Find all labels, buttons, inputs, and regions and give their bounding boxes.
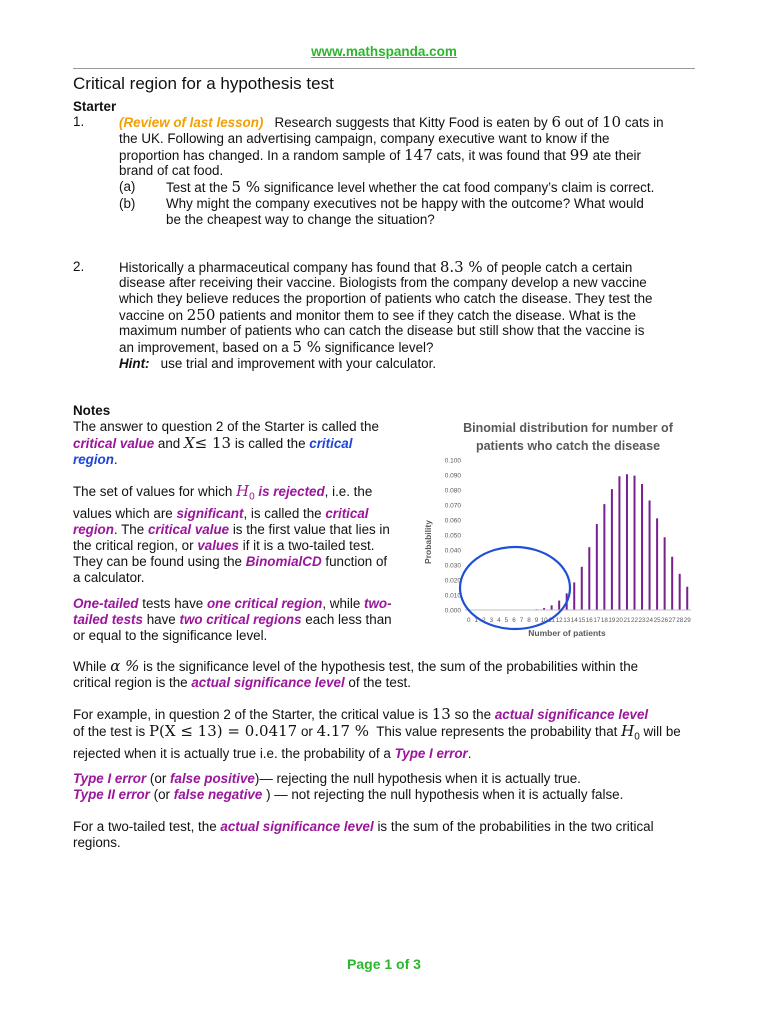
x-tick-label: 11	[548, 617, 555, 624]
p6-b: )— rejecting the null hypothesis when it is actually true.	[254, 771, 581, 786]
x-tick-label: 26	[661, 617, 669, 624]
review-label: (Review of last lesson)	[119, 115, 264, 130]
x-tick-label: 21	[623, 617, 631, 624]
p4-d: of the test.	[348, 675, 411, 690]
q2-number: 2.	[73, 259, 85, 274]
x-tick-label: 25	[653, 617, 661, 624]
chart-title-line-2: patients who catch the disease	[475, 439, 661, 453]
p1-l1: The answer to question 2 of the Starter is called the	[73, 419, 379, 434]
starter-heading: Starter	[73, 99, 117, 114]
p5-t1: Type I error	[394, 745, 468, 761]
q2-l1b: of people catch a certain	[486, 260, 633, 275]
q2-250: 250	[186, 306, 216, 324]
x-tick-label: 5	[504, 617, 509, 624]
q1-line-4: brand of cat food.	[119, 163, 224, 178]
p3-c: each less than	[305, 612, 392, 627]
q2-line-1	[119, 259, 699, 276]
p3-tailedtests: tailed tests	[73, 612, 143, 627]
q1-catsin: cats in	[624, 115, 664, 130]
p2-cv: critical value	[147, 521, 230, 537]
notes-p5	[73, 706, 713, 762]
p2-l4a: the critical region, or	[73, 537, 194, 553]
y-tick-label: 0.050	[444, 532, 461, 540]
q2-pct5: 5 %	[292, 338, 322, 356]
q1b-line-1: Why might the company executives not be happy with the outcome? What would	[166, 196, 644, 211]
y-tick-label: 0.030	[444, 562, 461, 570]
y-tick-label: 0.040	[444, 547, 461, 555]
q2-line-6	[119, 339, 699, 356]
p6-fp: false positive	[170, 771, 255, 786]
p1-called: is called the	[234, 436, 306, 451]
bar-15	[581, 567, 583, 610]
bar-26	[664, 537, 666, 610]
notes-p1	[73, 419, 418, 468]
p7-a: (or	[153, 787, 171, 802]
p2-l1a: The set of values for which	[73, 484, 233, 499]
y-tick-label: 0.070	[444, 502, 461, 510]
x-tick-label: 27	[668, 617, 676, 624]
q1b-line-2: be the cheapest way to change the situation?	[166, 212, 435, 227]
x-tick-label: 15	[578, 617, 586, 624]
page-number: Page 1 of 3	[347, 956, 421, 972]
x-tick-label: 24	[646, 617, 654, 624]
bar-12	[558, 601, 560, 610]
p2-bcd: BinomialCD	[245, 553, 322, 569]
p2-l5: They can be found using the	[73, 553, 242, 569]
bar-29	[686, 587, 688, 610]
p5-prob: P(X ≤ 13) = 0.0417	[148, 722, 298, 740]
p3-tcr: two critical regions	[179, 612, 302, 627]
q2-line-2: disease after receiving their vaccine. Biologists from the company develop a new vaccine	[119, 275, 647, 290]
q2-line-3: which they believe reduces the proportion of patients who catch the disease. They test the	[119, 291, 653, 306]
p3-a: tests have	[142, 596, 204, 611]
q2-hint	[119, 356, 699, 372]
q2-l6b: significance level?	[324, 340, 434, 355]
q2-line-4	[119, 307, 699, 324]
p5-dot: .	[467, 745, 472, 761]
p6-t1: Type I error	[73, 771, 147, 786]
notes-p4	[73, 658, 703, 691]
p5-b: so the	[454, 707, 492, 722]
p3-two: two-	[364, 596, 392, 611]
q1a-pct: 5 %	[231, 178, 261, 196]
q1a-label: (a)	[119, 179, 136, 194]
p2-l2b: , is called the	[243, 505, 322, 521]
q1a-t2: significance level whether the cat food company’s claim is correct.	[263, 180, 655, 195]
p4-c: critical region is the	[73, 675, 188, 690]
bar-23	[641, 484, 643, 610]
p4-asl: actual significance level	[191, 675, 345, 690]
x-tick-label: 23	[638, 617, 646, 624]
bar-27	[671, 557, 673, 610]
notes-p6	[73, 771, 713, 787]
p4-alpha: α %	[110, 657, 140, 675]
q1-line-1	[119, 114, 699, 131]
q1-l3a: proportion has changed. In a random sample of	[119, 148, 401, 163]
bar-18	[603, 504, 605, 610]
p5-d: This value represents the probability that	[376, 724, 618, 739]
q2-l1a: Historically a pharmaceutical company has found that	[119, 260, 437, 275]
x-tick-label: 18	[600, 617, 608, 624]
q1-l3b: cats, it was found that	[436, 148, 567, 163]
p1-cv: critical value	[73, 436, 155, 451]
notes-heading: Notes	[73, 403, 111, 418]
p2-significant: significant	[176, 505, 244, 521]
p7-b: ) — not rejecting the null hypothesis when it is actually false.	[266, 787, 624, 802]
p2-l1b: , i.e. the	[324, 484, 373, 499]
p4-b: is the significance level of the hypothesis test, the sum of the probabilities within the	[143, 659, 639, 674]
x-tick-label: 4	[497, 617, 501, 624]
x-tick-label: 1	[474, 617, 479, 624]
q1-line-3	[119, 147, 699, 164]
page-title: Critical region for a hypothesis test	[73, 74, 334, 93]
notes-p2	[73, 483, 418, 586]
p2-h0: 0	[249, 491, 255, 503]
y-tick-label: 0.000	[444, 607, 461, 615]
notes-p3	[73, 596, 418, 644]
site-link[interactable]: www.mathspanda.com	[311, 44, 457, 59]
x-tick-label: 10	[540, 617, 548, 624]
p2-l2a: values which are	[73, 505, 173, 521]
p3-l3: or equal to the significance level.	[73, 628, 268, 643]
bar-17	[596, 524, 598, 610]
q1-outof: out of	[564, 115, 599, 130]
p3-onetailed: One-tailed	[73, 596, 139, 611]
p6-a: (or	[149, 771, 167, 786]
y-tick-label: 0.080	[444, 487, 461, 495]
x-tick-label: 19	[608, 617, 616, 624]
p2-critical: critical	[325, 505, 369, 521]
x-tick-label: 0	[467, 617, 471, 624]
p2-l3b: is the first value that lies in	[232, 521, 390, 537]
p5-e: will be	[643, 724, 681, 739]
x-tick-label: 13	[563, 617, 571, 624]
p1-critical: critical	[309, 436, 353, 451]
p8-b: is the sum of the probabilities in the two critical	[377, 819, 654, 834]
y-tick-label: 0.060	[444, 517, 461, 525]
x-tick-label: 17	[593, 617, 601, 624]
p1-le13: ≤ 13	[194, 434, 232, 452]
p2-l3a: . The	[113, 521, 145, 537]
p1-region: region	[73, 452, 114, 467]
chart-title-line-1: Binomial distribution for number of	[463, 421, 673, 435]
p4-a: While	[73, 659, 107, 674]
bar-16	[588, 547, 590, 610]
p1-dot: .	[113, 452, 118, 467]
notes-p8	[73, 819, 713, 851]
p1-and: and	[157, 436, 181, 451]
p5-asl: actual significance level	[494, 707, 649, 722]
p8-c: regions.	[73, 835, 121, 850]
p2-l5b: function of	[325, 553, 388, 569]
q1-text: Research suggests that Kitty Food is eaten by	[274, 115, 548, 130]
hint-text: use trial and improvement with your calculator.	[160, 356, 437, 371]
p2-l6: a calculator.	[73, 569, 145, 585]
q1-l3c: ate their	[592, 148, 641, 163]
bar-24	[649, 501, 651, 611]
x-tick-label: 12	[555, 617, 563, 624]
q1-99: 99	[569, 146, 589, 164]
p5-pct: 4.17 %	[316, 722, 370, 740]
p5-a: For example, in question 2 of the Starter, the critical value is	[73, 707, 429, 722]
x-tick-label: 8	[527, 617, 531, 624]
x-tick-label: 29	[683, 617, 691, 624]
q2-line-5: maximum number of patients who can catch the disease but still show that the vaccine is	[119, 323, 645, 338]
q1-number: 1.	[73, 114, 85, 129]
hint-label: Hint:	[119, 356, 150, 371]
p5-f: rejected when it is actually true i.e. the probability of a	[73, 745, 391, 761]
p8-asl: actual significance level	[220, 819, 374, 834]
p2-rejected: is rejected	[258, 484, 325, 499]
p2-h: H	[236, 482, 250, 500]
y-tick-label: 0.020	[444, 577, 461, 585]
q1-six: 6	[551, 113, 561, 131]
x-tick-label: 28	[676, 617, 684, 624]
bar-28	[679, 574, 681, 610]
y-tick-label: 0.100	[444, 457, 461, 465]
p5-h0: 0	[634, 731, 640, 743]
p8-a: For a two-tailed test, the	[73, 819, 217, 834]
q1-line-2: the UK. Following an advertising campaign, company executive want to know if the	[119, 131, 610, 146]
x-tick-label: 3	[489, 617, 494, 624]
y-axis-label: Probability	[423, 520, 433, 564]
notes-p7	[73, 787, 713, 803]
y-tick-label: 0.010	[444, 592, 461, 600]
p5-c: of the test is	[73, 724, 146, 739]
x-tick-label: 16	[585, 617, 593, 624]
header-divider	[73, 68, 695, 69]
q1a-t1: Test at the	[166, 180, 228, 195]
p3-have: have	[146, 612, 176, 627]
x-tick-label: 22	[630, 617, 639, 624]
bar-21	[626, 474, 628, 610]
x-tick-label: 7	[519, 617, 524, 624]
p3-ocr: one critical region	[207, 596, 323, 611]
q1-147: 147	[404, 146, 433, 164]
q1-ten: 10	[601, 113, 622, 131]
q2-l4b: patients and monitor them to see if they catch the disease. What is the	[219, 308, 636, 323]
p1-x: X	[183, 434, 195, 452]
bar-20	[618, 476, 620, 610]
q1a-text	[166, 179, 706, 196]
p3-b: , while	[322, 596, 361, 611]
x-tick-label: 9	[534, 617, 539, 624]
p2-l4b: if it is a two-tailed test.	[242, 537, 375, 553]
bar-25	[656, 518, 658, 610]
p5-h: H	[621, 722, 635, 740]
q2-l4a: vaccine on	[119, 308, 184, 323]
p5-13: 13	[431, 705, 451, 723]
p7-t2: Type II error	[73, 787, 150, 802]
x-tick-label: 20	[615, 617, 623, 624]
q2-l6a: an improvement, based on a	[119, 340, 289, 355]
bar-11	[551, 605, 553, 610]
bar-14	[573, 582, 575, 610]
x-tick-label: 6	[512, 617, 516, 624]
x-tick-label: 2	[482, 617, 486, 624]
y-tick-label: 0.090	[444, 472, 461, 480]
p2-region: region	[73, 521, 114, 537]
p2-values: values	[197, 537, 240, 553]
bar-19	[611, 489, 613, 610]
p7-fn: false negative	[173, 787, 263, 802]
x-tick-label: 14	[570, 617, 578, 624]
q1b-label: (b)	[119, 196, 136, 211]
q2-pct83: 8.3 %	[439, 258, 483, 276]
bar-22	[634, 476, 636, 610]
binomial-chart	[425, 412, 701, 644]
p5-or: or	[300, 724, 313, 739]
x-axis-label: Number of patients	[528, 628, 606, 638]
